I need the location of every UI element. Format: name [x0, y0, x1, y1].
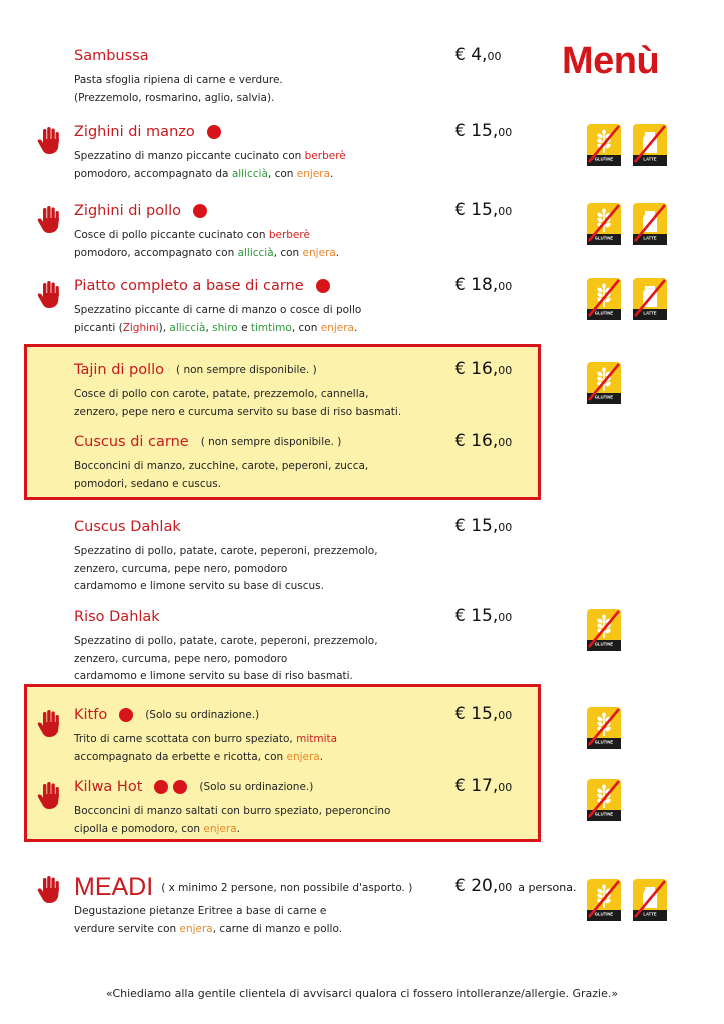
description-line: zenzero, curcuma, pepe nero, pomodoro — [74, 652, 288, 665]
lactose-free-icon — [633, 203, 667, 245]
item-note: (Solo su ordinazione.) — [145, 709, 260, 721]
description-line: zenzero, pepe nero e curcuma servito su base di riso basmati. — [74, 405, 402, 418]
item-price: € 20,00 a persona. — [455, 876, 577, 896]
hand-icon — [36, 205, 62, 235]
description-line: accompagnato da erbette e ricotta, con enjera. — [74, 750, 324, 763]
description-line: cardamomo e limone servito su base di riso basmati. — [74, 670, 353, 682]
badge-label: GLUTINE — [594, 641, 614, 647]
menu-title: Menù — [562, 40, 660, 82]
allergen-badges — [587, 779, 621, 821]
description-line: Spezzatino di manzo piccante cucinato con berberè — [74, 150, 346, 162]
item-name-row — [74, 203, 207, 219]
item-price: € 15,00 — [455, 606, 513, 626]
allergy-notice: «Chiediamo alla gentile clientela di avvisarci qualora ci fossero intolleranze/allergie. Grazie.» — [105, 987, 619, 1000]
gluten-free-icon — [587, 278, 621, 320]
item-name: Kilwa Hot — [74, 779, 143, 795]
item-name-row — [74, 48, 149, 64]
badge-label: GLUTINE — [594, 156, 614, 162]
description-line: pomodoro, accompagnato con alliccià, con enjera. — [74, 246, 340, 259]
badge-label: LATTE — [643, 310, 657, 316]
item-name: Zighini di manzo — [74, 124, 195, 140]
description-line: Bocconcini di manzo saltati con burro speziato, peperoncino — [74, 805, 391, 817]
item-price: € 16,00 — [455, 359, 513, 379]
item-note: ( non sempre disponibile. ) — [176, 364, 317, 376]
item-description — [74, 903, 342, 938]
item-name: Tajin di pollo — [74, 362, 165, 378]
item-name-row — [74, 124, 221, 140]
item-name: Piatto completo a base di carne — [74, 278, 304, 294]
allergen-badges — [587, 278, 667, 320]
item-name-row — [74, 278, 330, 294]
item-note: (Solo su ordinazione.) — [199, 781, 314, 793]
item-description — [74, 458, 368, 493]
allergen-badges — [587, 124, 667, 166]
allergen-badges — [587, 879, 667, 921]
description-line: piccanti (Zighini), alliccià, shiro e timtimo, con enjera. — [74, 321, 358, 334]
item-name-row — [74, 434, 341, 450]
spicy-dot-icon — [154, 780, 168, 794]
item-name: Zighini di pollo — [74, 203, 182, 219]
allergen-badges — [587, 609, 621, 651]
lactose-free-icon — [633, 124, 667, 166]
item-name-row — [74, 707, 259, 723]
hand-icon — [36, 781, 62, 811]
gluten-free-icon — [587, 203, 621, 245]
item-name: Cuscus di carne — [74, 434, 189, 450]
hand-icon — [36, 875, 62, 905]
description-line: Cosce di pollo piccante cucinato con berberè — [74, 229, 310, 241]
spicy-dot-icon — [193, 204, 207, 218]
item-name: Sambussa — [74, 48, 149, 64]
hand-icon — [36, 280, 62, 310]
allergen-badges — [587, 362, 621, 404]
badge-label: LATTE — [643, 156, 657, 162]
badge-label: GLUTINE — [594, 911, 614, 917]
spicy-dot-icon — [207, 125, 221, 139]
item-name: Cuscus Dahlak — [74, 519, 181, 535]
spicy-dot-icon — [119, 708, 133, 722]
badge-label: GLUTINE — [594, 310, 614, 316]
description-line: cardamomo e limone servito su base di cuscus. — [74, 580, 324, 592]
item-name: Kitfo — [74, 707, 108, 723]
item-note: ( non sempre disponibile. ) — [200, 436, 342, 448]
gluten-free-icon — [587, 609, 621, 651]
item-name: MEADI — [74, 873, 154, 901]
item-description — [74, 227, 339, 262]
description-line: verdure servite con enjera, carne di manzo e pollo. — [74, 922, 343, 935]
spicy-dot-icon — [173, 780, 187, 794]
item-description — [74, 731, 337, 766]
item-price: € 4,00 — [455, 45, 502, 65]
badge-label: GLUTINE — [594, 394, 614, 400]
description-line: pomodori, sedano e cuscus. — [74, 477, 222, 490]
badge-label: GLUTINE — [594, 235, 614, 241]
badge-label: LATTE — [643, 911, 657, 917]
item-description — [74, 633, 378, 686]
item-description — [74, 543, 378, 596]
item-price: € 15,00 — [455, 704, 513, 724]
allergen-badges — [587, 707, 621, 749]
gluten-free-icon — [587, 879, 621, 921]
item-price: € 18,00 — [455, 275, 513, 295]
gluten-free-icon — [587, 124, 621, 166]
description-line: Spezzatino di pollo, patate, carote, peperoni, prezzemolo, — [74, 635, 378, 647]
item-description — [74, 803, 390, 838]
item-price: € 16,00 — [455, 431, 513, 451]
description-line: pomodoro, accompagnato da alliccià, con enjera. — [74, 167, 334, 180]
item-name: Riso Dahlak — [74, 609, 160, 625]
description-line: Pasta sfoglia ripiena di carne e verdure. — [74, 74, 283, 86]
description-line: zenzero, curcuma, pepe nero, pomodoro — [74, 562, 288, 575]
description-line: Spezzatino di pollo, patate, carote, peperoni, prezzemolo, — [74, 545, 378, 557]
lactose-free-icon — [633, 879, 667, 921]
spicy-dot-icon — [316, 279, 330, 293]
item-description — [74, 302, 361, 337]
hand-icon — [36, 709, 62, 739]
badge-label: GLUTINE — [594, 811, 614, 817]
item-description — [74, 386, 401, 421]
item-price: € 15,00 — [455, 200, 513, 220]
item-price: € 15,00 — [455, 516, 513, 536]
item-price: € 15,00 — [455, 121, 513, 141]
allergen-badges — [587, 203, 667, 245]
item-note: ( x minimo 2 persone, non possibile d'asporto. ) — [161, 881, 413, 894]
badge-label: LATTE — [643, 235, 657, 241]
gluten-free-icon — [587, 779, 621, 821]
lactose-free-icon — [633, 278, 667, 320]
gluten-free-icon — [587, 362, 621, 404]
gluten-free-icon — [587, 707, 621, 749]
description-line: Bocconcini di manzo, zucchine, carote, peperoni, zucca, — [74, 460, 369, 472]
item-name-row — [74, 779, 313, 795]
item-description — [74, 72, 283, 107]
badge-label: GLUTINE — [594, 739, 614, 745]
item-name-row — [74, 519, 181, 535]
description-line: cipolla e pomodoro, con enjera. — [74, 822, 240, 835]
item-name-row — [74, 362, 317, 378]
item-description — [74, 148, 346, 183]
item-name-row — [74, 873, 412, 902]
description-line: Cosce di pollo con carote, patate, prezzemolo, cannella, — [74, 388, 369, 400]
description-line: (Prezzemolo, rosmarino, aglio, salvia). — [74, 91, 275, 104]
description-line: Degustazione pietanze Eritree a base di carne e — [74, 905, 327, 917]
item-name-row — [74, 609, 160, 625]
description-line: Spezzatino piccante di carne di manzo o cosce di pollo — [74, 304, 362, 316]
hand-icon — [36, 126, 62, 156]
item-price: € 17,00 — [455, 776, 513, 796]
description-line: Trito di carne scottata con burro speziato, mitmita — [74, 733, 338, 745]
